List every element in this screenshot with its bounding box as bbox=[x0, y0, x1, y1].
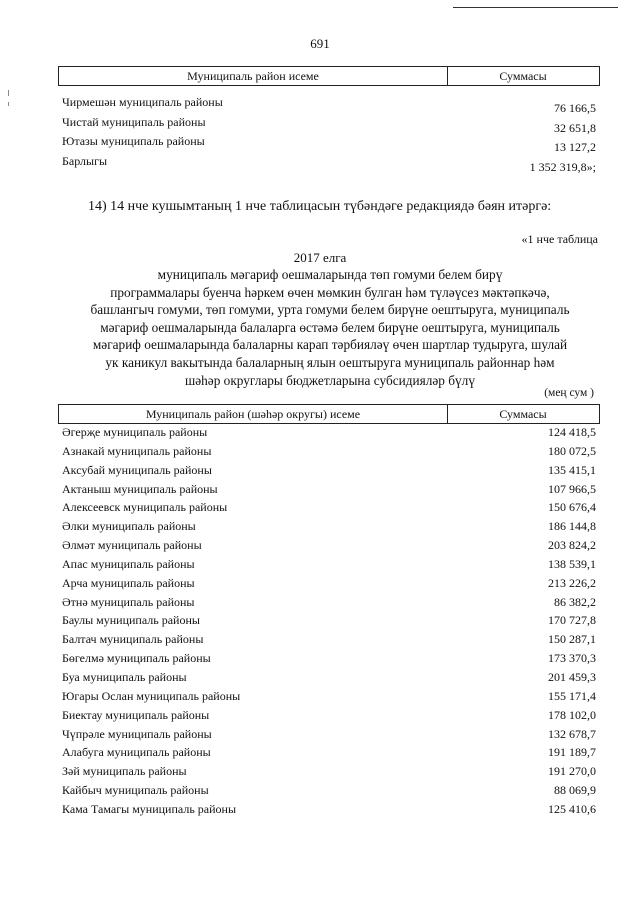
row-value: 32 651,8 bbox=[554, 120, 596, 135]
table1-body bbox=[62, 95, 596, 173]
unit-label: (мең сум ) bbox=[544, 387, 594, 399]
row-value: 86 382,2 bbox=[554, 594, 596, 609]
title-line: шәһәр округлары бюджетларына субсидияләр бүлү bbox=[185, 372, 475, 388]
title-line: башлангыч гомуми, төп гомуми, урта гомуми белем бирүне оештыруга, муниципаль bbox=[90, 302, 570, 318]
table2-body bbox=[62, 425, 596, 821]
table-row bbox=[62, 632, 596, 651]
row-value: 125 410,6 bbox=[548, 801, 596, 816]
row-value: 186 144,8 bbox=[548, 519, 596, 534]
row-value: 155 171,4 bbox=[548, 688, 596, 703]
row-value: 107 966,5 bbox=[548, 481, 596, 496]
row-name: Кайбыч муниципаль районы bbox=[62, 783, 209, 798]
row-value: 76 166,5 bbox=[554, 101, 596, 115]
table-row bbox=[62, 500, 596, 519]
table1-header bbox=[58, 66, 600, 86]
table-row bbox=[62, 576, 596, 595]
table-row bbox=[62, 613, 596, 632]
table-row bbox=[62, 134, 596, 154]
table-title bbox=[50, 266, 610, 389]
row-value: 173 370,3 bbox=[548, 651, 596, 666]
table-row bbox=[62, 538, 596, 557]
table1-sum-header: Суммасы bbox=[499, 68, 547, 83]
row-name: Чистай муниципаль районы bbox=[62, 114, 206, 129]
title-line: мәгариф оешмаларында балаларны карап тәрбияләү өчен шартлар тудыруга, шулай bbox=[92, 337, 568, 353]
table-row bbox=[62, 764, 596, 783]
table-row bbox=[62, 115, 596, 135]
table-row bbox=[62, 727, 596, 746]
row-name: Арча муниципаль районы bbox=[62, 575, 195, 590]
table-row bbox=[62, 557, 596, 576]
row-value: 180 072,5 bbox=[548, 443, 596, 458]
row-name: Югары Ослан муниципаль районы bbox=[62, 688, 241, 703]
row-value: 132 678,7 bbox=[548, 726, 596, 741]
row-name: Барлыгы bbox=[62, 153, 108, 168]
row-value: 135 415,1 bbox=[548, 462, 596, 477]
table2-header bbox=[58, 404, 600, 424]
row-name: Аксубай муниципаль районы bbox=[62, 462, 212, 477]
row-name: Кама Тамагы муниципаль районы bbox=[62, 801, 237, 816]
row-value: 203 824,2 bbox=[548, 538, 596, 553]
row-name: Бөгелмә муниципаль районы bbox=[62, 651, 211, 666]
title-line: ук каникул вакытында балаларның ялын оештыруга муниципаль районнар һәм bbox=[105, 354, 555, 370]
row-value: 138 539,1 bbox=[548, 556, 596, 571]
row-name: Алабуга муниципаль районы bbox=[62, 745, 211, 760]
row-name: Буа муниципаль районы bbox=[62, 669, 187, 684]
row-value: 191 270,0 bbox=[548, 764, 596, 779]
row-name: Әгерҗе муниципаль районы bbox=[62, 425, 208, 439]
page-number: 691 bbox=[310, 36, 330, 51]
row-name: Ютазы муниципаль районы bbox=[62, 134, 205, 148]
row-name: Әлмәт муниципаль районы bbox=[62, 538, 202, 553]
row-name: Зәй муниципаль районы bbox=[62, 764, 187, 779]
margin-mark bbox=[8, 90, 9, 96]
title-line: программалары буенча һәркем өчен мөмкин булган һәм түләүсез мәктәпкәчә, bbox=[110, 284, 550, 300]
row-name: Апас муниципаль районы bbox=[62, 556, 195, 571]
table-row bbox=[62, 783, 596, 802]
instruction-text: 14) 14 нче кушымтаның 1 нче таблицасын түбәндәге редакциядә бәян итәргә: bbox=[88, 199, 552, 214]
table-row bbox=[62, 651, 596, 670]
row-value: 213 226,2 bbox=[548, 575, 596, 590]
row-name: Актаныш муниципаль районы bbox=[62, 481, 218, 496]
row-name: Әлки муниципаль районы bbox=[62, 519, 196, 534]
table2-sum-header: Суммасы bbox=[499, 406, 547, 421]
row-value: 88 069,9 bbox=[554, 783, 596, 798]
table-row bbox=[62, 802, 596, 821]
table2-name-header: Муниципаль район (шәһәр округы) исеме bbox=[59, 405, 448, 423]
row-name: Әтнә муниципаль районы bbox=[62, 594, 195, 609]
top-rule bbox=[453, 7, 618, 8]
row-name: Чүпрәле муниципаль районы bbox=[62, 726, 212, 741]
row-name: Алексеевск муниципаль районы bbox=[62, 500, 228, 515]
year-heading: 2017 елга bbox=[293, 250, 347, 265]
table1-name-header: Муниципаль район исеме bbox=[59, 67, 448, 85]
row-value: 191 189,7 bbox=[548, 745, 596, 760]
table-row bbox=[62, 519, 596, 538]
row-value: 178 102,0 bbox=[548, 707, 596, 722]
row-value: 1 352 319,8»; bbox=[529, 159, 596, 174]
row-name: Чирмешән муниципаль районы bbox=[62, 95, 223, 109]
row-value: 13 127,2 bbox=[554, 140, 596, 154]
row-name: Азнакай муниципаль районы bbox=[62, 443, 212, 458]
row-value: 124 418,5 bbox=[548, 425, 596, 439]
row-name: Баулы муниципаль районы bbox=[62, 613, 200, 628]
row-value: 201 459,3 bbox=[548, 669, 596, 684]
table-row bbox=[62, 708, 596, 727]
table-row bbox=[62, 463, 596, 482]
title-line: муниципаль мәгариф оешмаларында төп гомуми белем бирү bbox=[157, 267, 503, 282]
row-value: 150 287,1 bbox=[548, 632, 596, 647]
table-row-total bbox=[62, 154, 596, 174]
table-row bbox=[62, 482, 596, 501]
table-row bbox=[62, 95, 596, 115]
table-row bbox=[62, 444, 596, 463]
table-row bbox=[62, 425, 596, 444]
row-name: Балтач муниципаль районы bbox=[62, 632, 204, 647]
table-row bbox=[62, 670, 596, 689]
title-line: мәгариф оешмаларында балаларга өстәмә белем бирүне оештыруга, муниципаль bbox=[100, 319, 560, 335]
row-value: 170 727,8 bbox=[548, 613, 596, 628]
row-value: 150 676,4 bbox=[548, 500, 596, 515]
table-label: «1 нче таблица bbox=[521, 232, 598, 246]
table-row bbox=[62, 745, 596, 764]
row-name: Биектау муниципаль районы bbox=[62, 707, 210, 722]
table-row bbox=[62, 689, 596, 708]
margin-mark bbox=[8, 102, 9, 106]
table-row bbox=[62, 595, 596, 614]
